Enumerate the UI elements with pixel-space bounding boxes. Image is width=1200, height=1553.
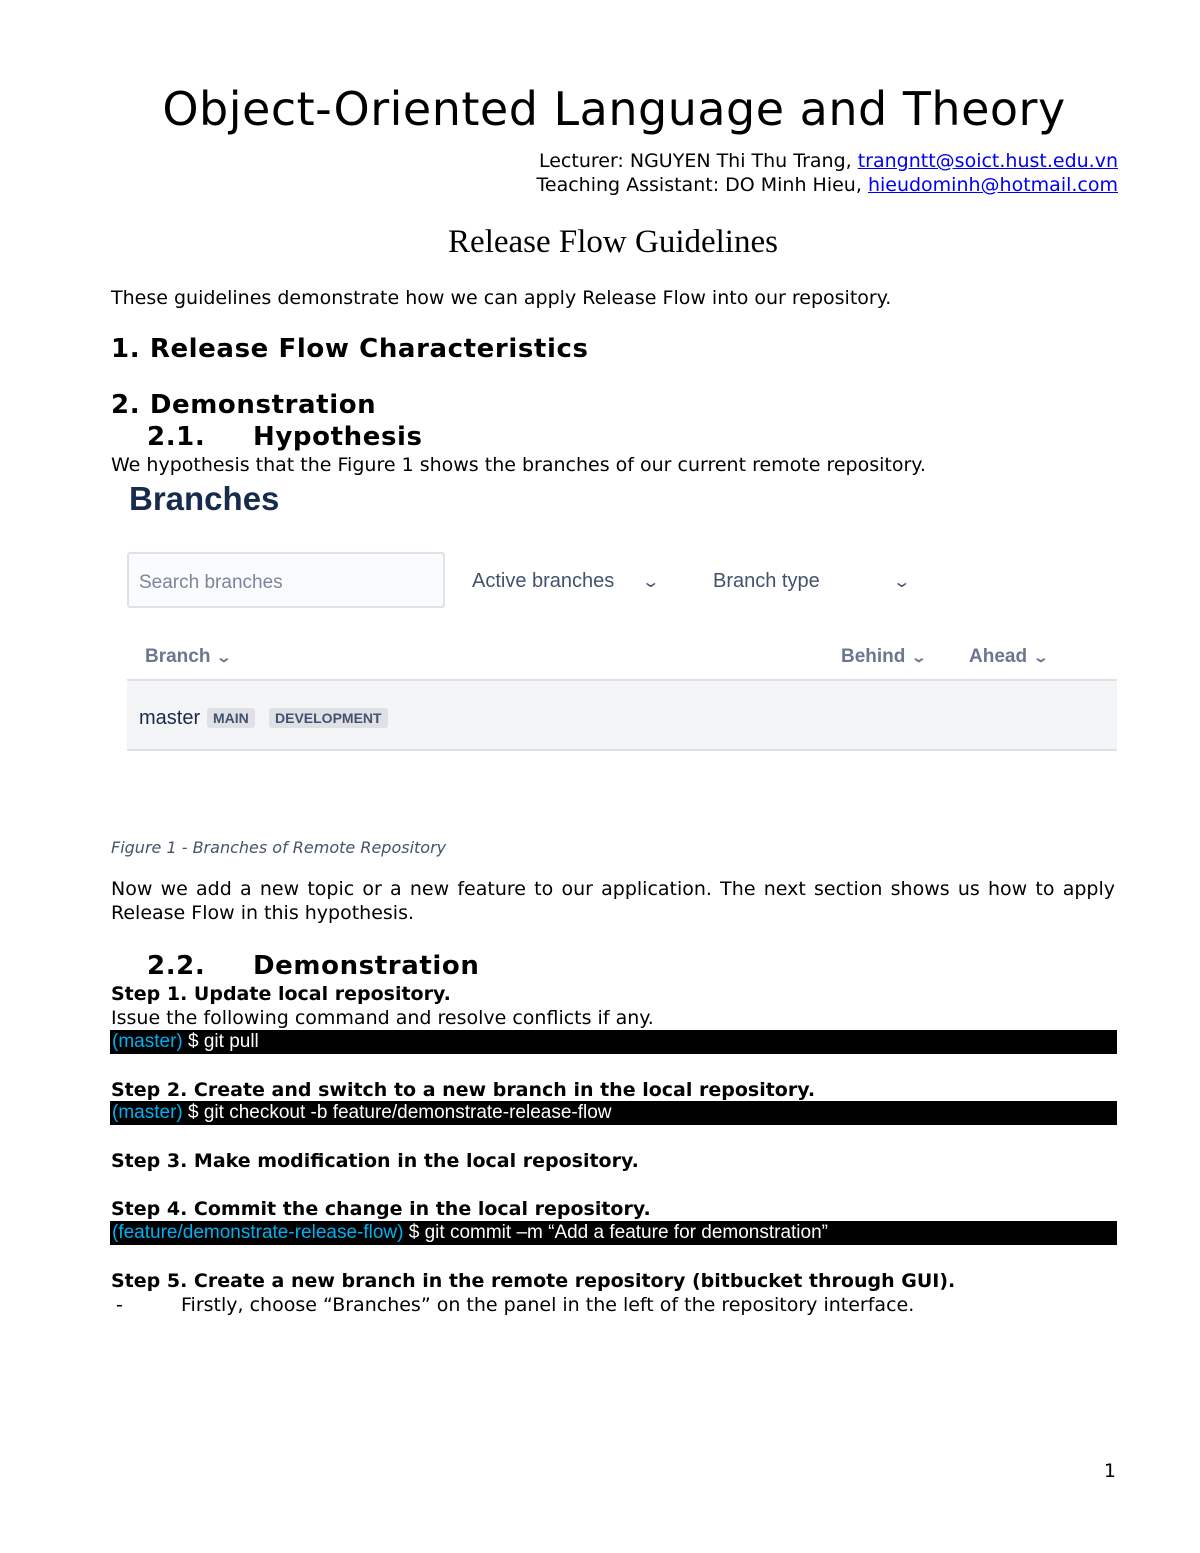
command-line-4 [110,1221,1117,1245]
command-branch: (feature/demonstrate-release-flow) [112,1222,404,1243]
branch-type-label: Branch type [713,570,820,592]
column-header-behind[interactable] [841,646,928,668]
command-line-2 [110,1101,1117,1125]
hypothesis-text: We hypothesis that the Figure 1 shows the branches of our current remote repository. [111,454,926,476]
command-line-1 [110,1030,1117,1054]
section-number: 2.2. [147,951,206,981]
credits [537,149,1118,197]
list-item [111,1293,914,1317]
step-5-heading: Step 5. Create a new branch in the remote repository (bitbucket through GUI). [111,1270,956,1292]
branches-figure [111,478,1117,768]
ta-email-link[interactable]: hieudominh@hotmail.com [867,174,1118,196]
column-header-branch[interactable] [145,646,233,668]
branch-type-dropdown[interactable] [713,570,912,593]
step-2-heading: Step 2. Create and switch to a new branch in the local repository. [111,1079,816,1101]
chevron-down-icon: ⌄ [892,574,912,591]
document-title: Object-Oriented Language and Theory [162,82,1066,136]
column-header-label: Behind [841,646,906,667]
section-title: Demonstration [253,951,480,981]
paragraph-after-figure: Now we add a new topic or a new feature to our application. The next section shows us how to apply Release Flow in this hypothesis. [111,878,1115,924]
branch-name[interactable]: master [139,707,201,729]
branches-heading: Branches [129,480,280,517]
document-subtitle: Release Flow Guidelines [448,224,778,260]
step-1-heading: Step 1. Update local repository. [111,983,451,1005]
column-header-ahead[interactable] [969,646,1050,668]
chevron-down-icon: ⌄ [1032,649,1050,665]
main-badge: MAIN [207,708,255,728]
active-branches-dropdown[interactable] [472,570,660,593]
step-4-heading: Step 4. Commit the change in the local repository. [111,1198,651,1220]
section-number: 2.1. [147,422,206,452]
bullet-text: Firstly, choose “Branches” on the panel in the left of the repository interface. [181,1294,915,1316]
section-heading-2-2 [147,951,479,981]
command-text: $ git pull [182,1031,259,1052]
table-row[interactable] [127,681,1117,749]
command-text: $ git checkout -b feature/demonstrate-release-flow [182,1102,612,1123]
divider [127,749,1117,751]
development-badge: DEVELOPMENT [269,708,388,728]
bullet-dash: - [116,1294,123,1316]
chevron-down-icon: ⌄ [911,649,928,665]
chevron-down-icon: ⌄ [216,649,233,665]
search-placeholder: Search branches [139,572,283,593]
step-3-heading: Step 3. Make modification in the local repository. [111,1150,639,1172]
search-branches-input[interactable] [127,552,445,608]
section-heading-2-1 [147,422,423,452]
column-header-label: Branch [145,646,211,667]
intro-text: These guidelines demonstrate how we can apply Release Flow into our repository. [111,287,892,309]
ta-line [537,173,1118,197]
lecturer-label: Lecturer: NGUYEN Thi Thu Trang, [538,150,858,172]
ta-label: Teaching Assistant: DO Minh Hieu, [536,174,868,196]
step-1-text: Issue the following command and resolve conflicts if any. [111,1007,654,1029]
figure-caption: Figure 1 - Branches of Remote Repository [111,838,447,857]
active-branches-label: Active branches [472,570,615,592]
section-heading-1: 1. Release Flow Characteristics [111,334,589,364]
section-heading-2: 2. Demonstration [111,390,377,420]
command-text: $ git commit –m “Add a feature for demonstration” [403,1222,828,1243]
command-branch: (master) [112,1031,183,1052]
page-number: 1 [1103,1460,1116,1482]
chevron-down-icon: ⌄ [641,574,660,591]
command-branch: (master) [112,1102,183,1123]
section-title: Hypothesis [253,422,423,452]
lecturer-email-link[interactable]: trangntt@soict.hust.edu.vn [857,150,1118,172]
lecturer-line [537,149,1118,173]
column-header-label: Ahead [969,646,1028,667]
